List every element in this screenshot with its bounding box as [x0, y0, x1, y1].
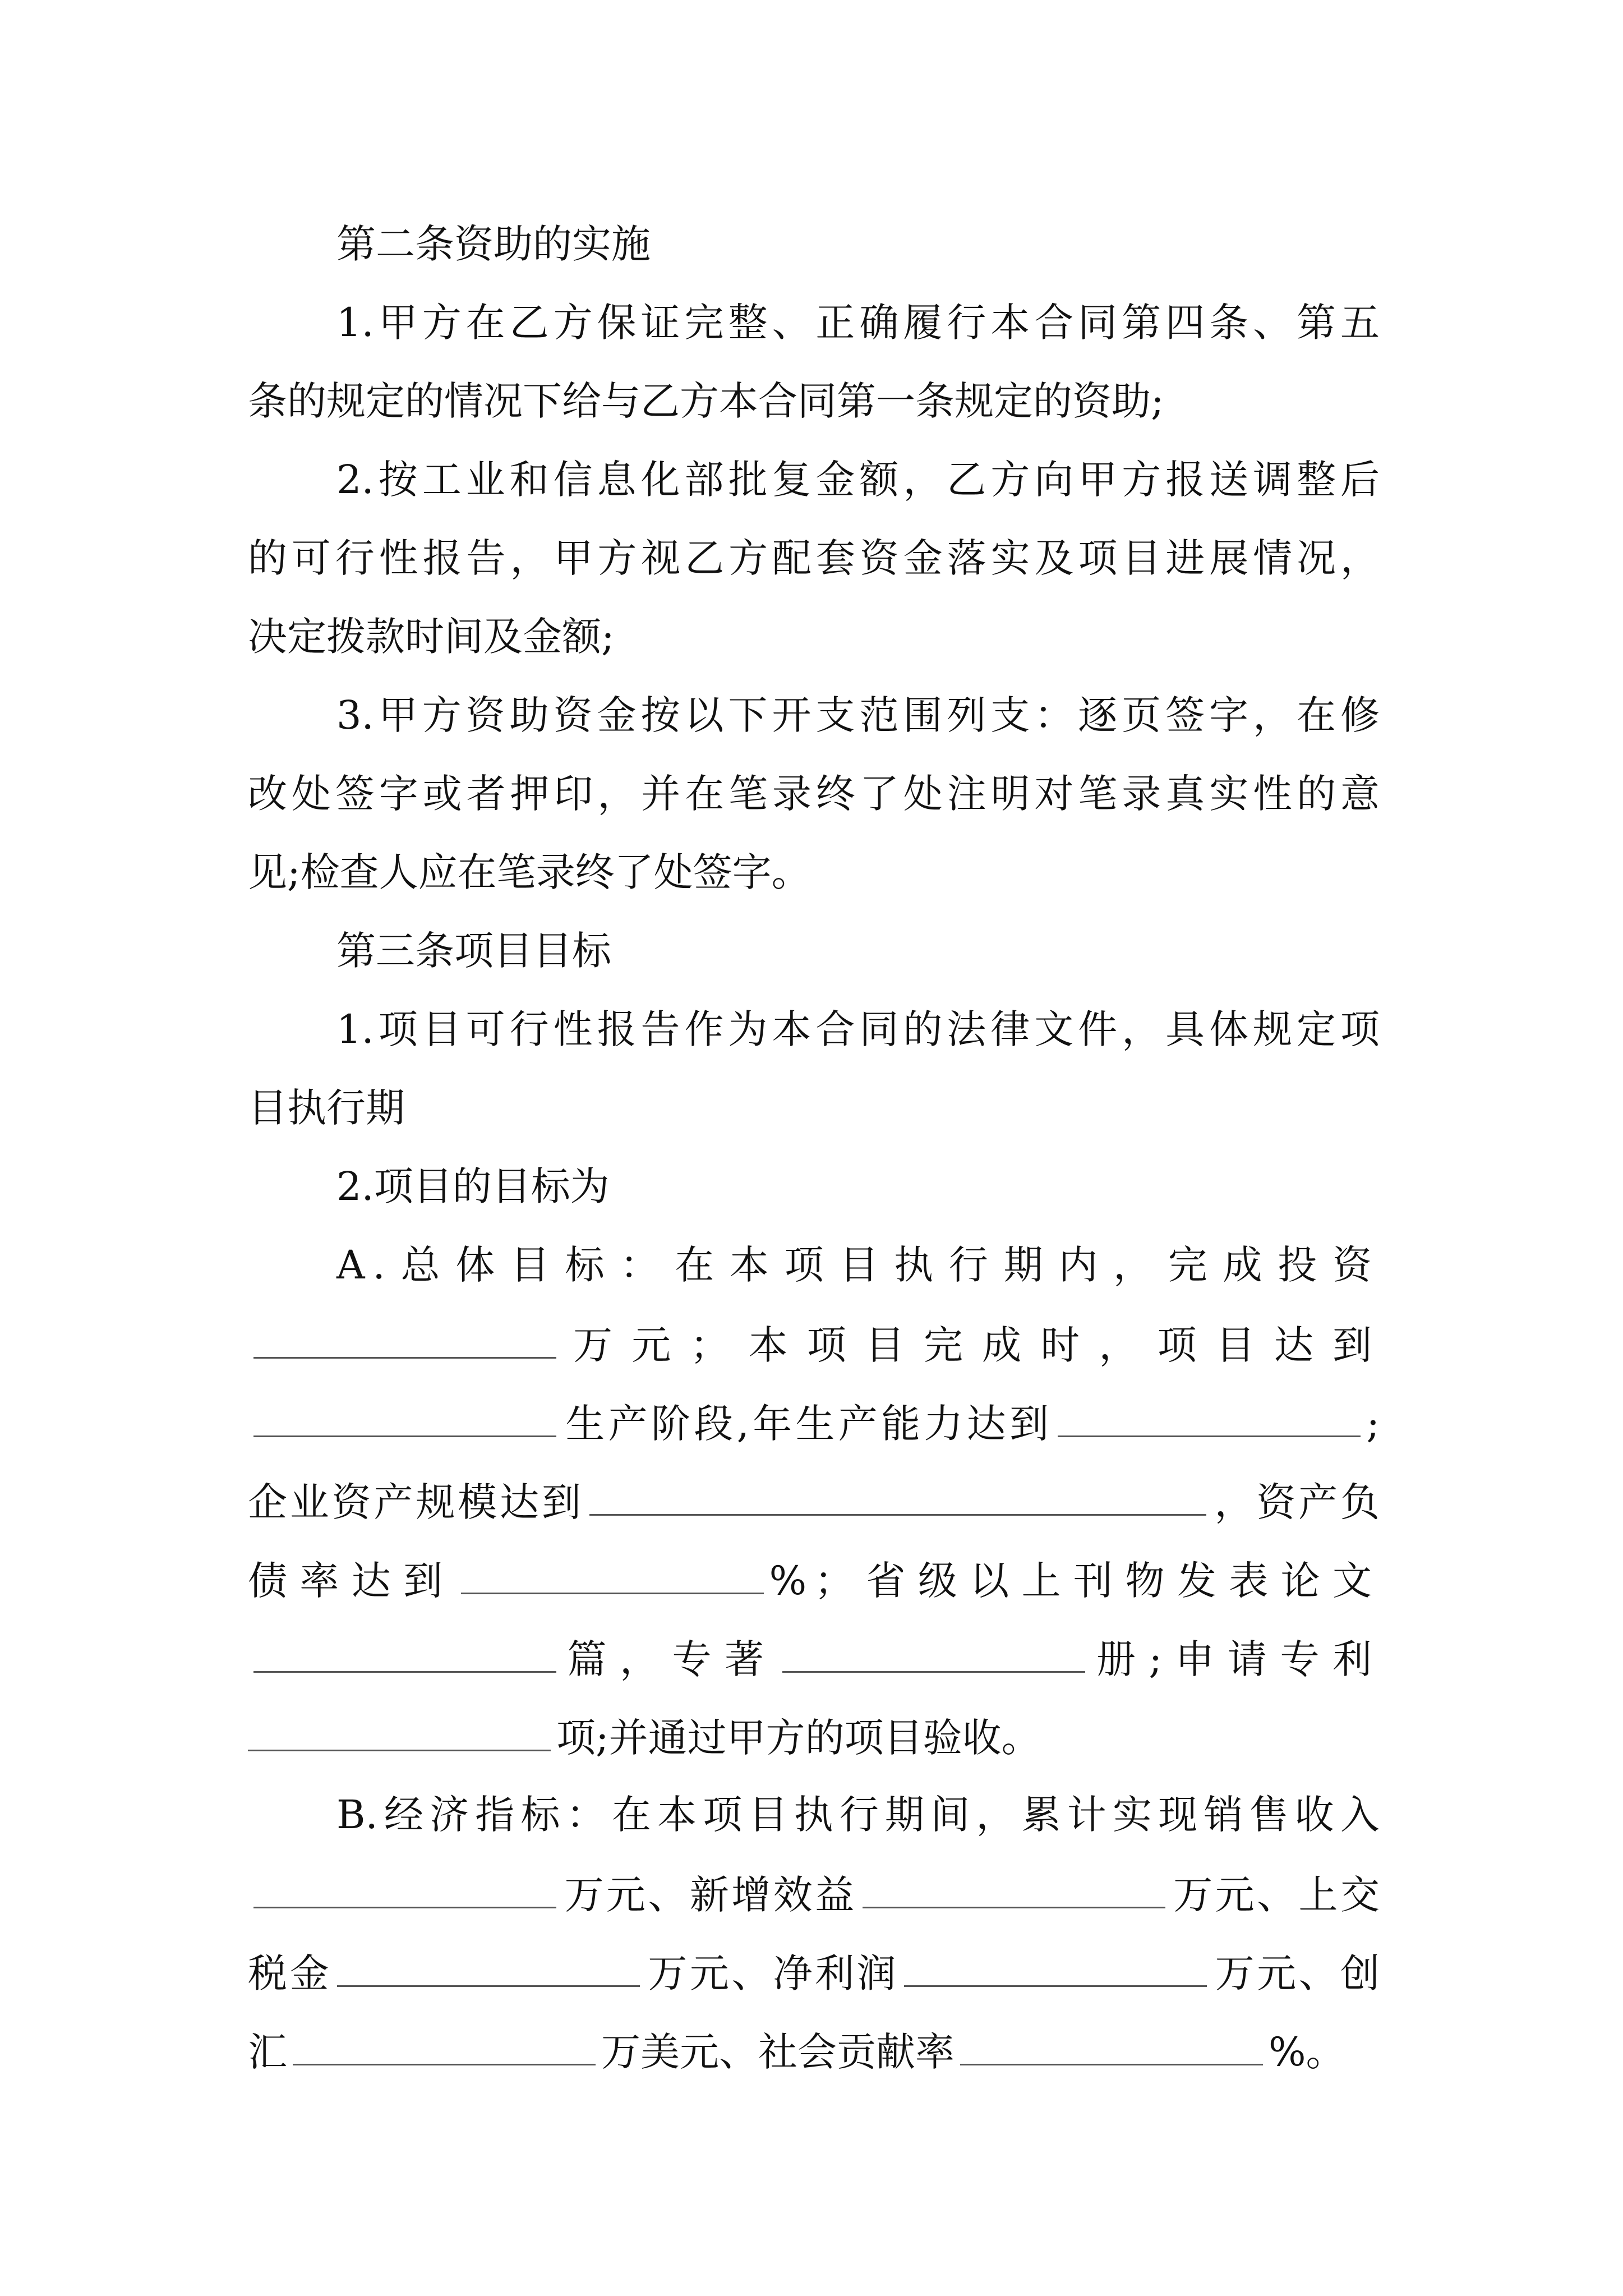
article-2-item-2-line-3: 决定拨款时间及金额;	[248, 614, 615, 660]
article-2-item-1-line-1: 1.甲方在乙方保证完整、正确履行本合同第四条、第五	[336, 300, 1380, 346]
goal-a-line-6-end: 册;申请专利	[1091, 1636, 1380, 1682]
goal-a-line-3	[248, 1394, 1380, 1450]
goal-a-line-3-end: ;	[1366, 1401, 1380, 1447]
goal-a-line-4-text: 企业资产规模达到	[248, 1479, 584, 1525]
goal-b-line-4	[248, 2022, 1414, 2078]
article-3-item-2: 2.项目的目标为	[336, 1163, 610, 1209]
patents-count-blank[interactable]	[248, 1708, 551, 1751]
papers-count-blank[interactable]	[253, 1630, 556, 1673]
debt-ratio-blank[interactable]	[461, 1551, 764, 1594]
goal-a-line-1: A.总体目标：在本项目执行期内，完成投资	[336, 1242, 1380, 1288]
goal-b-line-1: B.经济指标：在本项目执行期间，累计实现销售收入	[336, 1792, 1380, 1838]
goal-a-line-2-text: 万元；本项目完成时，项目达到	[562, 1322, 1380, 1368]
production-stage-blank[interactable]	[253, 1394, 556, 1437]
goal-b-line-3-end: 万元、创	[1212, 1950, 1380, 1996]
goal-a-line-2	[248, 1315, 1380, 1372]
article-2-item-2-line-2: 的可行性报告，甲方视乙方配套资金落实及项目进展情况，	[248, 535, 1380, 581]
goal-a-line-7	[248, 1708, 1380, 1764]
goal-a-line-5-end: %；省级以上刊物发表论文	[769, 1558, 1380, 1604]
article-2-heading: 第二条资助的实施	[336, 221, 651, 267]
monographs-count-blank[interactable]	[782, 1630, 1085, 1673]
goal-b-line-4-text: 汇	[248, 2029, 287, 2075]
goal-a-line-6-text: 篇，专著	[562, 1636, 777, 1682]
goal-a-line-4-end: ，资产负	[1211, 1479, 1380, 1525]
social-contribution-rate-blank[interactable]	[960, 2022, 1263, 2065]
goal-a-line-4	[248, 1473, 1380, 1529]
goal-a-line-3-text: 生产阶段,年生产能力达到	[562, 1401, 1053, 1447]
article-2-item-3-line-2: 改处签字或者押印，并在笔录终了处注明对笔录真实性的意	[248, 771, 1380, 817]
article-2-item-3-line-3: 见;检查人应在笔录终了处签字。	[248, 849, 811, 895]
goal-b-line-3-text: 税金	[248, 1950, 331, 1996]
goal-b-line-4-end: %。	[1269, 2029, 1345, 2075]
goal-b-line-3	[248, 1944, 1380, 2000]
article-3-item-1-line-2: 目执行期	[248, 1085, 405, 1131]
goal-b-line-2	[248, 1865, 1380, 1921]
net-profit-blank[interactable]	[904, 1944, 1207, 1987]
article-2-item-3-line-1: 3.甲方资助资金按以下开支范围列支：逐页签字，在修	[336, 692, 1380, 738]
article-2-item-1-line-2: 条的规定的情况下给与乙方本合同第一条规定的资助;	[248, 378, 1164, 424]
goal-a-line-5-text: 债率达到	[248, 1558, 455, 1604]
goal-b-line-3-mid: 万元、净利润	[645, 1950, 899, 1996]
article-3-heading: 第三条项目目标	[336, 928, 611, 974]
forex-earnings-blank[interactable]	[293, 2022, 596, 2065]
article-2-item-2-line-1: 2.按工业和信息化部批复金额，乙方向甲方报送调整后	[336, 457, 1380, 503]
asset-scale-blank[interactable]	[589, 1473, 1206, 1516]
investment-blank[interactable]	[253, 1315, 556, 1359]
production-capacity-blank[interactable]	[1058, 1394, 1361, 1437]
sales-revenue-blank[interactable]	[253, 1865, 556, 1908]
goal-b-line-4-mid: 万美元、社会贡献率	[601, 2029, 955, 2075]
goal-a-line-7-text: 项;并通过甲方的项目验收。	[556, 1715, 1041, 1761]
goal-b-line-2-text: 万元、新增效益	[562, 1872, 857, 1918]
goal-b-line-2-end: 万元、上交	[1170, 1872, 1380, 1918]
article-3-item-1-line-1: 1.项目可行性报告作为本合同的法律文件，具体规定项	[336, 1006, 1380, 1052]
goal-a-line-6	[248, 1630, 1380, 1686]
new-benefit-blank[interactable]	[863, 1865, 1165, 1908]
goal-a-line-5	[248, 1551, 1380, 1607]
taxes-blank[interactable]	[337, 1944, 640, 1987]
